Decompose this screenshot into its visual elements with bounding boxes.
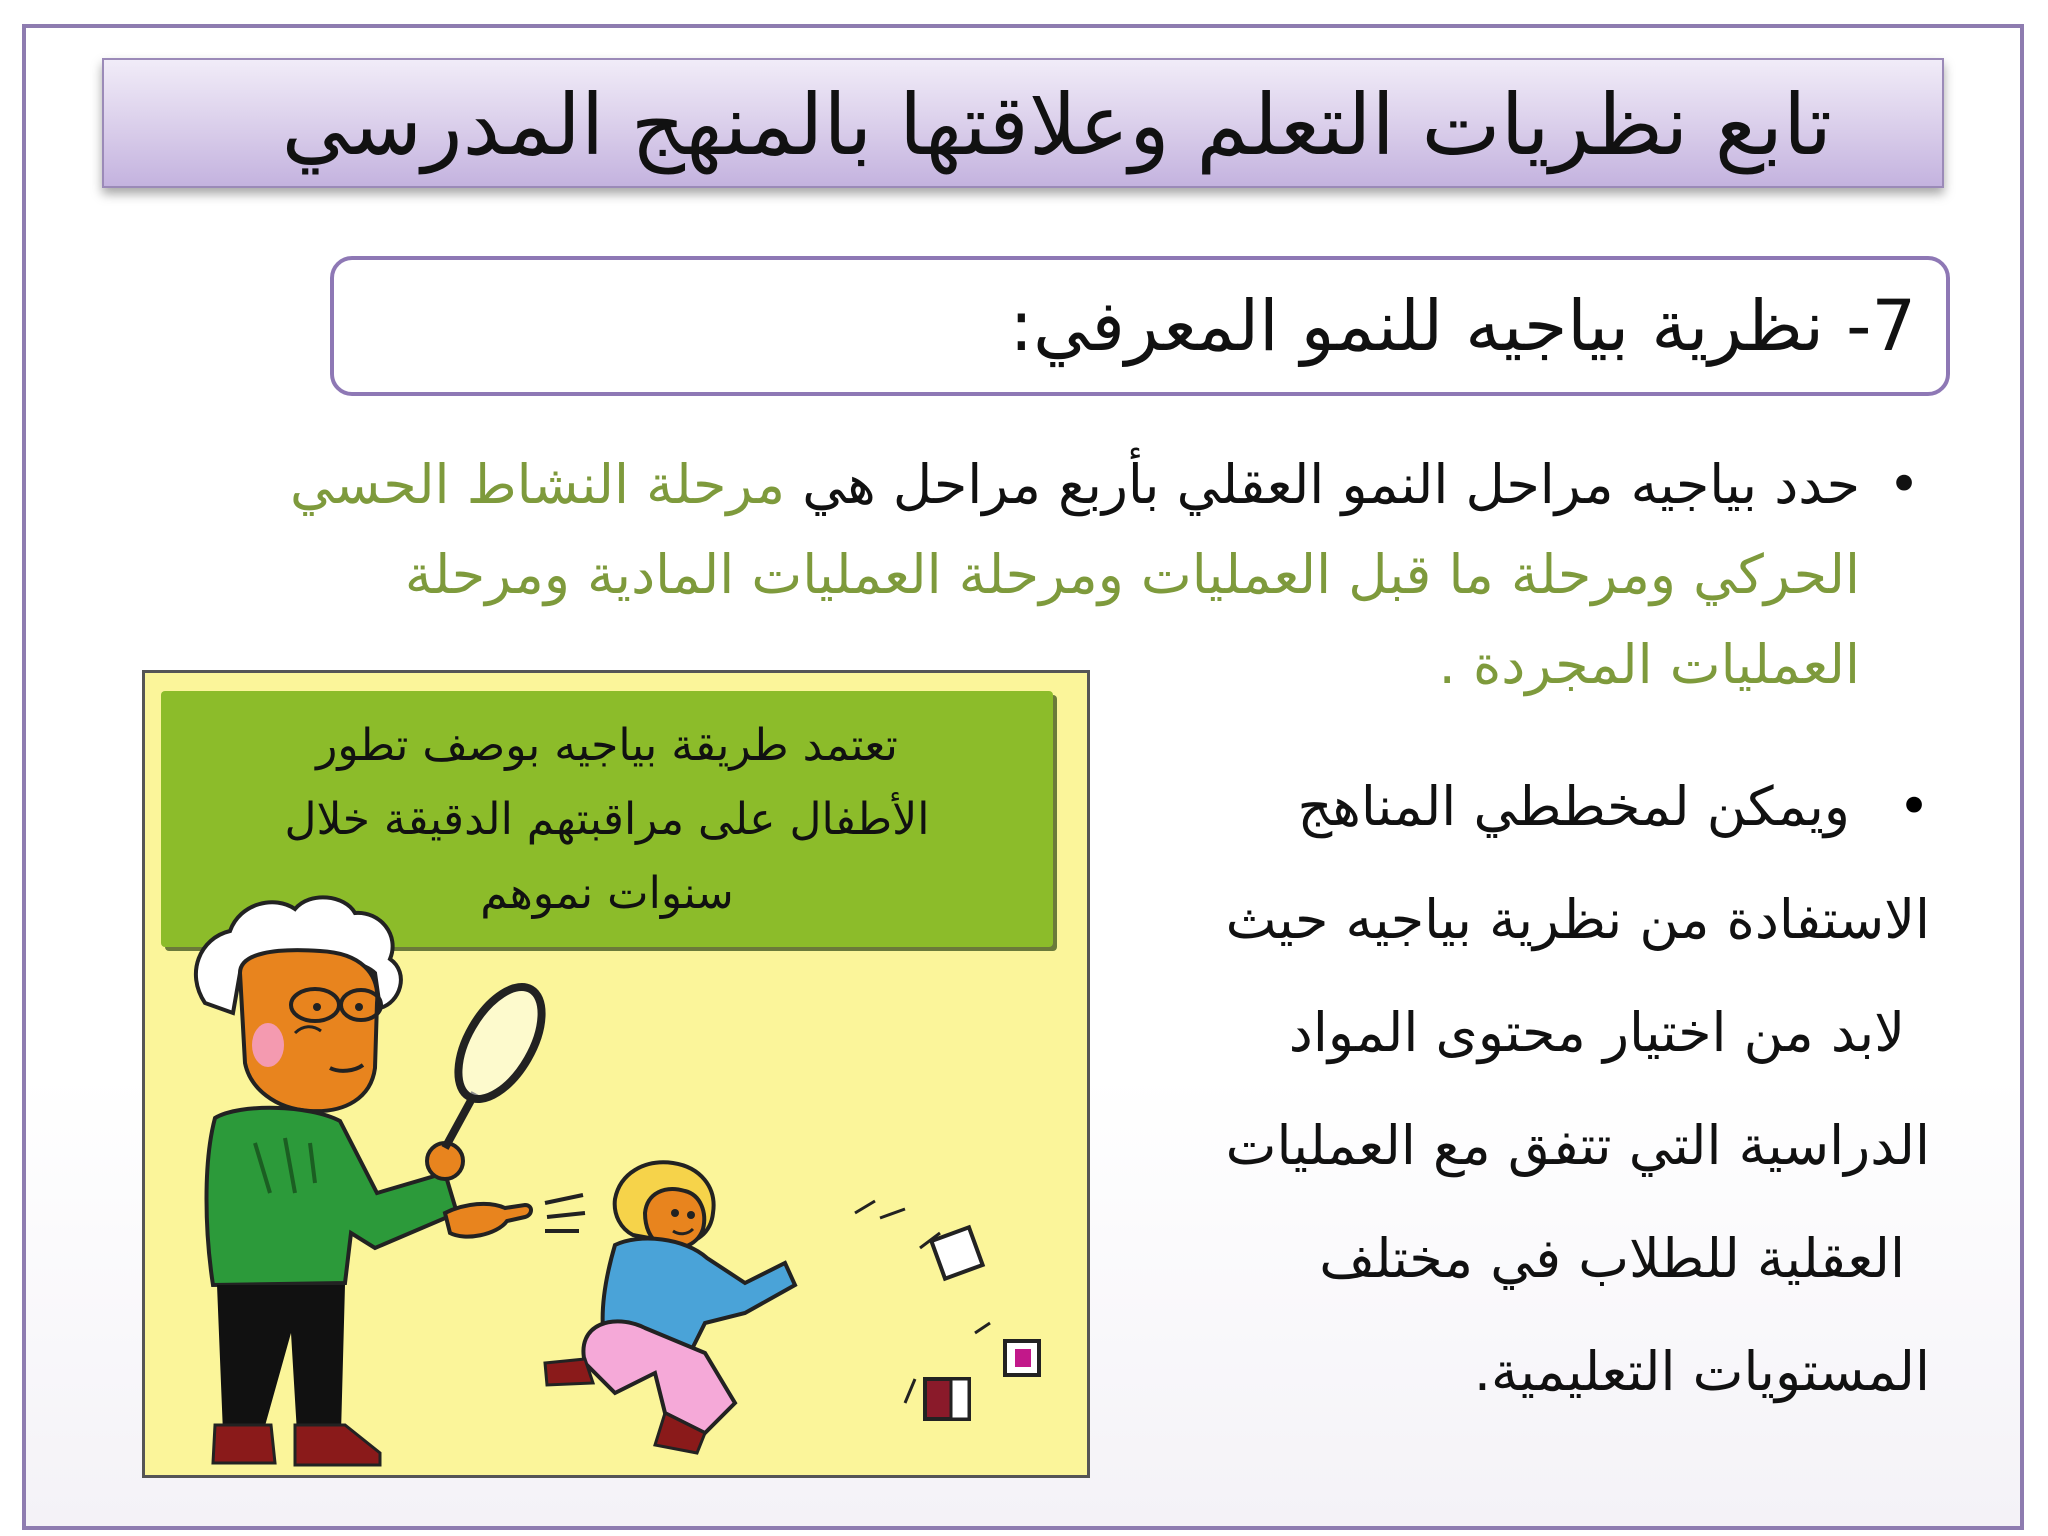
- curriculum-line: الاستفادة من نظرية بياجيه حيث: [1225, 888, 1930, 951]
- bullet-icon: •: [1888, 453, 1920, 516]
- bullet-text-plain: حدد بياجيه مراحل النمو العقلي بأربع مراحل هي: [785, 453, 1860, 516]
- subtitle-box: [330, 256, 1950, 396]
- caption-line: سنوات نموهم: [480, 868, 734, 919]
- bullet-item-curriculum: [1120, 750, 1930, 1428]
- scientist-observing-child-icon: [145, 673, 1090, 1478]
- curriculum-line: الدراسية التي تتفق مع العمليات: [1225, 1114, 1930, 1177]
- bullet-icon: •: [1898, 775, 1930, 838]
- caption-line: الأطفال على مراقبتهم الدقيقة خلال: [284, 794, 930, 845]
- title-banner: [102, 58, 1944, 188]
- caption-line: تعتمد طريقة بياجيه بوصف تطور: [316, 720, 898, 771]
- curriculum-line: العقلية للطلاب في مختلف: [1319, 1227, 1905, 1290]
- section-heading: 7- نظرية بياجيه للنمو المعرفي:: [1009, 285, 1916, 367]
- curriculum-line: لابد من اختيار محتوى المواد: [1288, 1001, 1905, 1064]
- bullet-text-stages: مرحلة النشاط الحسي الحركي ومرحلة ما قبل العمليات ومرحلة العمليات المادية ومرحلة العمليات المجردة .: [290, 453, 1860, 696]
- illustration-frame: [142, 670, 1090, 1478]
- slide-title: تابع نظريات التعلم وعلاقتها بالمنهج المدرسي: [281, 76, 1832, 174]
- curriculum-line: ويمكن لمخططي المناهج: [1297, 775, 1850, 838]
- curriculum-line: المستويات التعليمية.: [1473, 1340, 1930, 1403]
